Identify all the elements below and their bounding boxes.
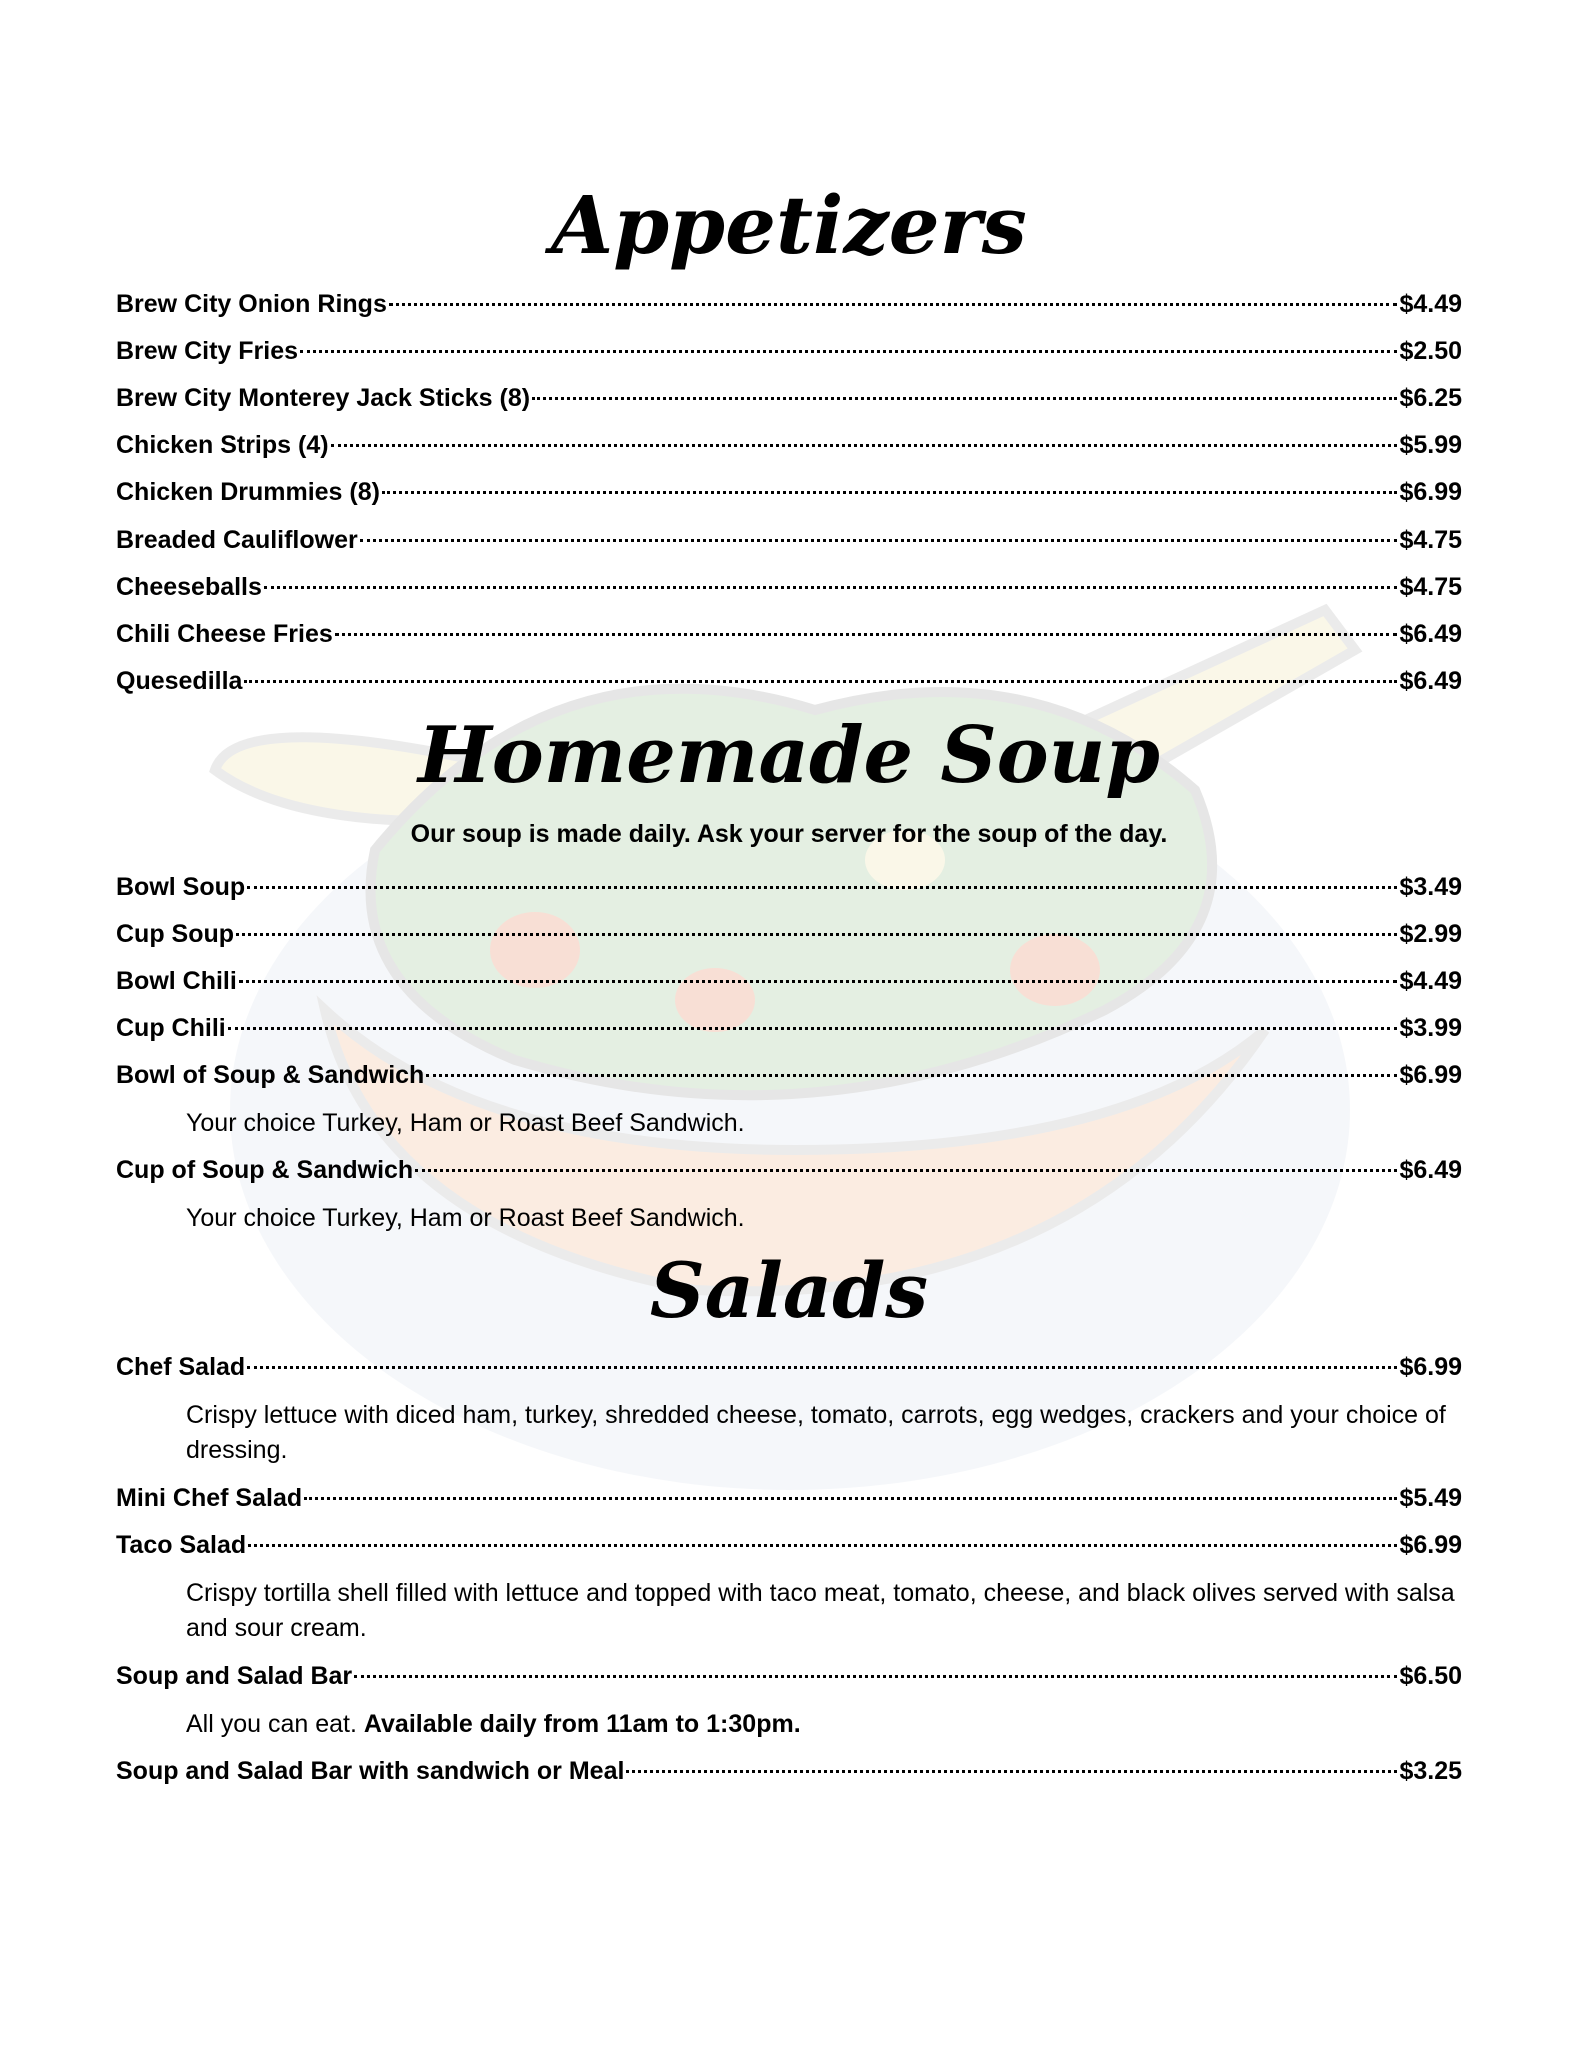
item-price: $5.49 bbox=[1399, 1484, 1462, 1512]
menu-item-onion-rings bbox=[116, 290, 1462, 324]
soup-title: Homemade Soup bbox=[418, 710, 1160, 801]
leader-dots bbox=[244, 680, 1397, 683]
leader-dots bbox=[248, 1544, 1397, 1547]
item-price: $6.25 bbox=[1399, 384, 1462, 412]
item-price: $4.49 bbox=[1399, 290, 1462, 318]
leader-dots bbox=[239, 980, 1398, 983]
item-price: $3.49 bbox=[1399, 873, 1462, 901]
leader-dots bbox=[532, 397, 1397, 400]
item-price: $6.99 bbox=[1399, 478, 1462, 506]
item-name: Brew City Fries bbox=[116, 337, 299, 365]
menu-item-quesedilla bbox=[116, 667, 1462, 701]
leader-dots bbox=[382, 491, 1397, 494]
item-price: $6.49 bbox=[1399, 1156, 1462, 1184]
menu-item-jack-sticks bbox=[116, 384, 1462, 418]
menu-item-taco-salad bbox=[116, 1531, 1462, 1565]
menu-item-cup-soup bbox=[116, 920, 1462, 954]
item-name: Cheeseballs bbox=[116, 573, 262, 601]
item-name: Soup and Salad Bar with sandwich or Meal bbox=[116, 1757, 625, 1785]
item-name: Chili Cheese Fries bbox=[116, 620, 333, 648]
menu-item-cup-soup-sandwich bbox=[116, 1156, 1462, 1190]
menu-item-fries bbox=[116, 337, 1462, 371]
leader-dots bbox=[247, 886, 1397, 889]
menu-item-bowl-soup-sandwich bbox=[116, 1061, 1462, 1095]
menu-item-bowl-chili bbox=[116, 967, 1462, 1001]
menu-item-bowl-soup bbox=[116, 873, 1462, 907]
item-price: $6.49 bbox=[1399, 620, 1462, 648]
item-name: Quesedilla bbox=[116, 667, 243, 695]
item-description bbox=[186, 1707, 1456, 1742]
leader-dots bbox=[304, 1497, 1397, 1500]
item-description: Your choice Turkey, Ham or Roast Beef Sandwich. bbox=[186, 1109, 745, 1137]
item-name: Brew City Monterey Jack Sticks (8) bbox=[116, 384, 531, 412]
item-price: $5.99 bbox=[1399, 431, 1462, 459]
leader-dots bbox=[264, 586, 1398, 589]
appetizers-title: Appetizers bbox=[551, 178, 1027, 272]
item-price: $6.49 bbox=[1399, 667, 1462, 695]
item-price: $6.99 bbox=[1399, 1061, 1462, 1089]
menu-item-soup-salad-bar bbox=[116, 1662, 1462, 1696]
leader-dots bbox=[360, 539, 1398, 542]
leader-dots bbox=[300, 350, 1397, 353]
item-description: Your choice Turkey, Ham or Roast Beef Sandwich. bbox=[186, 1204, 745, 1232]
item-name: Chicken Drummies (8) bbox=[116, 478, 380, 506]
leader-dots bbox=[389, 303, 1398, 306]
menu-item-soup-salad-bar-with-meal bbox=[116, 1757, 1462, 1791]
leader-dots bbox=[335, 633, 1398, 636]
item-description: Crispy tortilla shell filled with lettuce and topped with taco meat, tomato, cheese, and black olives served with salsa and sour cream. bbox=[186, 1579, 1455, 1642]
item-name: Bowl of Soup & Sandwich bbox=[116, 1061, 425, 1089]
leader-dots bbox=[331, 444, 1398, 447]
leader-dots bbox=[228, 1027, 1398, 1030]
item-price: $6.99 bbox=[1399, 1353, 1462, 1381]
item-name: Soup and Salad Bar bbox=[116, 1662, 353, 1690]
item-name: Cup Chili bbox=[116, 1014, 226, 1042]
item-name: Mini Chef Salad bbox=[116, 1484, 303, 1512]
item-price: $2.50 bbox=[1399, 337, 1462, 365]
menu-item-chicken-strips bbox=[116, 431, 1462, 465]
item-name: Chef Salad bbox=[116, 1353, 246, 1381]
menu-item-breaded-cauliflower bbox=[116, 526, 1462, 560]
item-name: Bowl Soup bbox=[116, 873, 246, 901]
item-price: $4.75 bbox=[1399, 526, 1462, 554]
item-name: Bowl Chili bbox=[116, 967, 237, 995]
desc-text: All you can eat. bbox=[186, 1710, 357, 1738]
item-name: Cup Soup bbox=[116, 920, 235, 948]
item-price: $2.99 bbox=[1399, 920, 1462, 948]
item-price: $6.50 bbox=[1399, 1662, 1462, 1690]
salads-title: Salads bbox=[649, 1246, 929, 1335]
item-price: $3.25 bbox=[1399, 1757, 1462, 1785]
item-name: Chicken Strips (4) bbox=[116, 431, 329, 459]
item-price: $3.99 bbox=[1399, 1014, 1462, 1042]
item-name: Brew City Onion Rings bbox=[116, 290, 387, 318]
leader-dots bbox=[236, 933, 1397, 936]
menu-item-chili-cheese-fries bbox=[116, 620, 1462, 654]
item-description: Crispy lettuce with diced ham, turkey, shredded cheese, tomato, carrots, egg wedges, crackers and your choice of dressing. bbox=[186, 1401, 1446, 1464]
item-name: Taco Salad bbox=[116, 1531, 247, 1559]
item-price: $4.75 bbox=[1399, 573, 1462, 601]
leader-dots bbox=[247, 1366, 1397, 1369]
leader-dots bbox=[415, 1169, 1397, 1172]
soup-intro: Our soup is made daily. Ask your server for the soup of the day. bbox=[410, 820, 1168, 848]
menu-item-cup-chili bbox=[116, 1014, 1462, 1048]
menu-item-mini-chef-salad bbox=[116, 1484, 1462, 1518]
item-name: Cup of Soup & Sandwich bbox=[116, 1156, 414, 1184]
availability-note: Available daily from 11am to 1:30pm. bbox=[363, 1710, 801, 1738]
leader-dots bbox=[626, 1770, 1397, 1773]
leader-dots bbox=[426, 1074, 1397, 1077]
item-price: $6.99 bbox=[1399, 1531, 1462, 1559]
item-price: $4.49 bbox=[1399, 967, 1462, 995]
menu-item-chef-salad bbox=[116, 1353, 1462, 1387]
menu-item-cheeseballs bbox=[116, 573, 1462, 607]
item-name: Breaded Cauliflower bbox=[116, 526, 358, 554]
leader-dots bbox=[354, 1675, 1397, 1678]
menu-item-chicken-drummies bbox=[116, 478, 1462, 512]
